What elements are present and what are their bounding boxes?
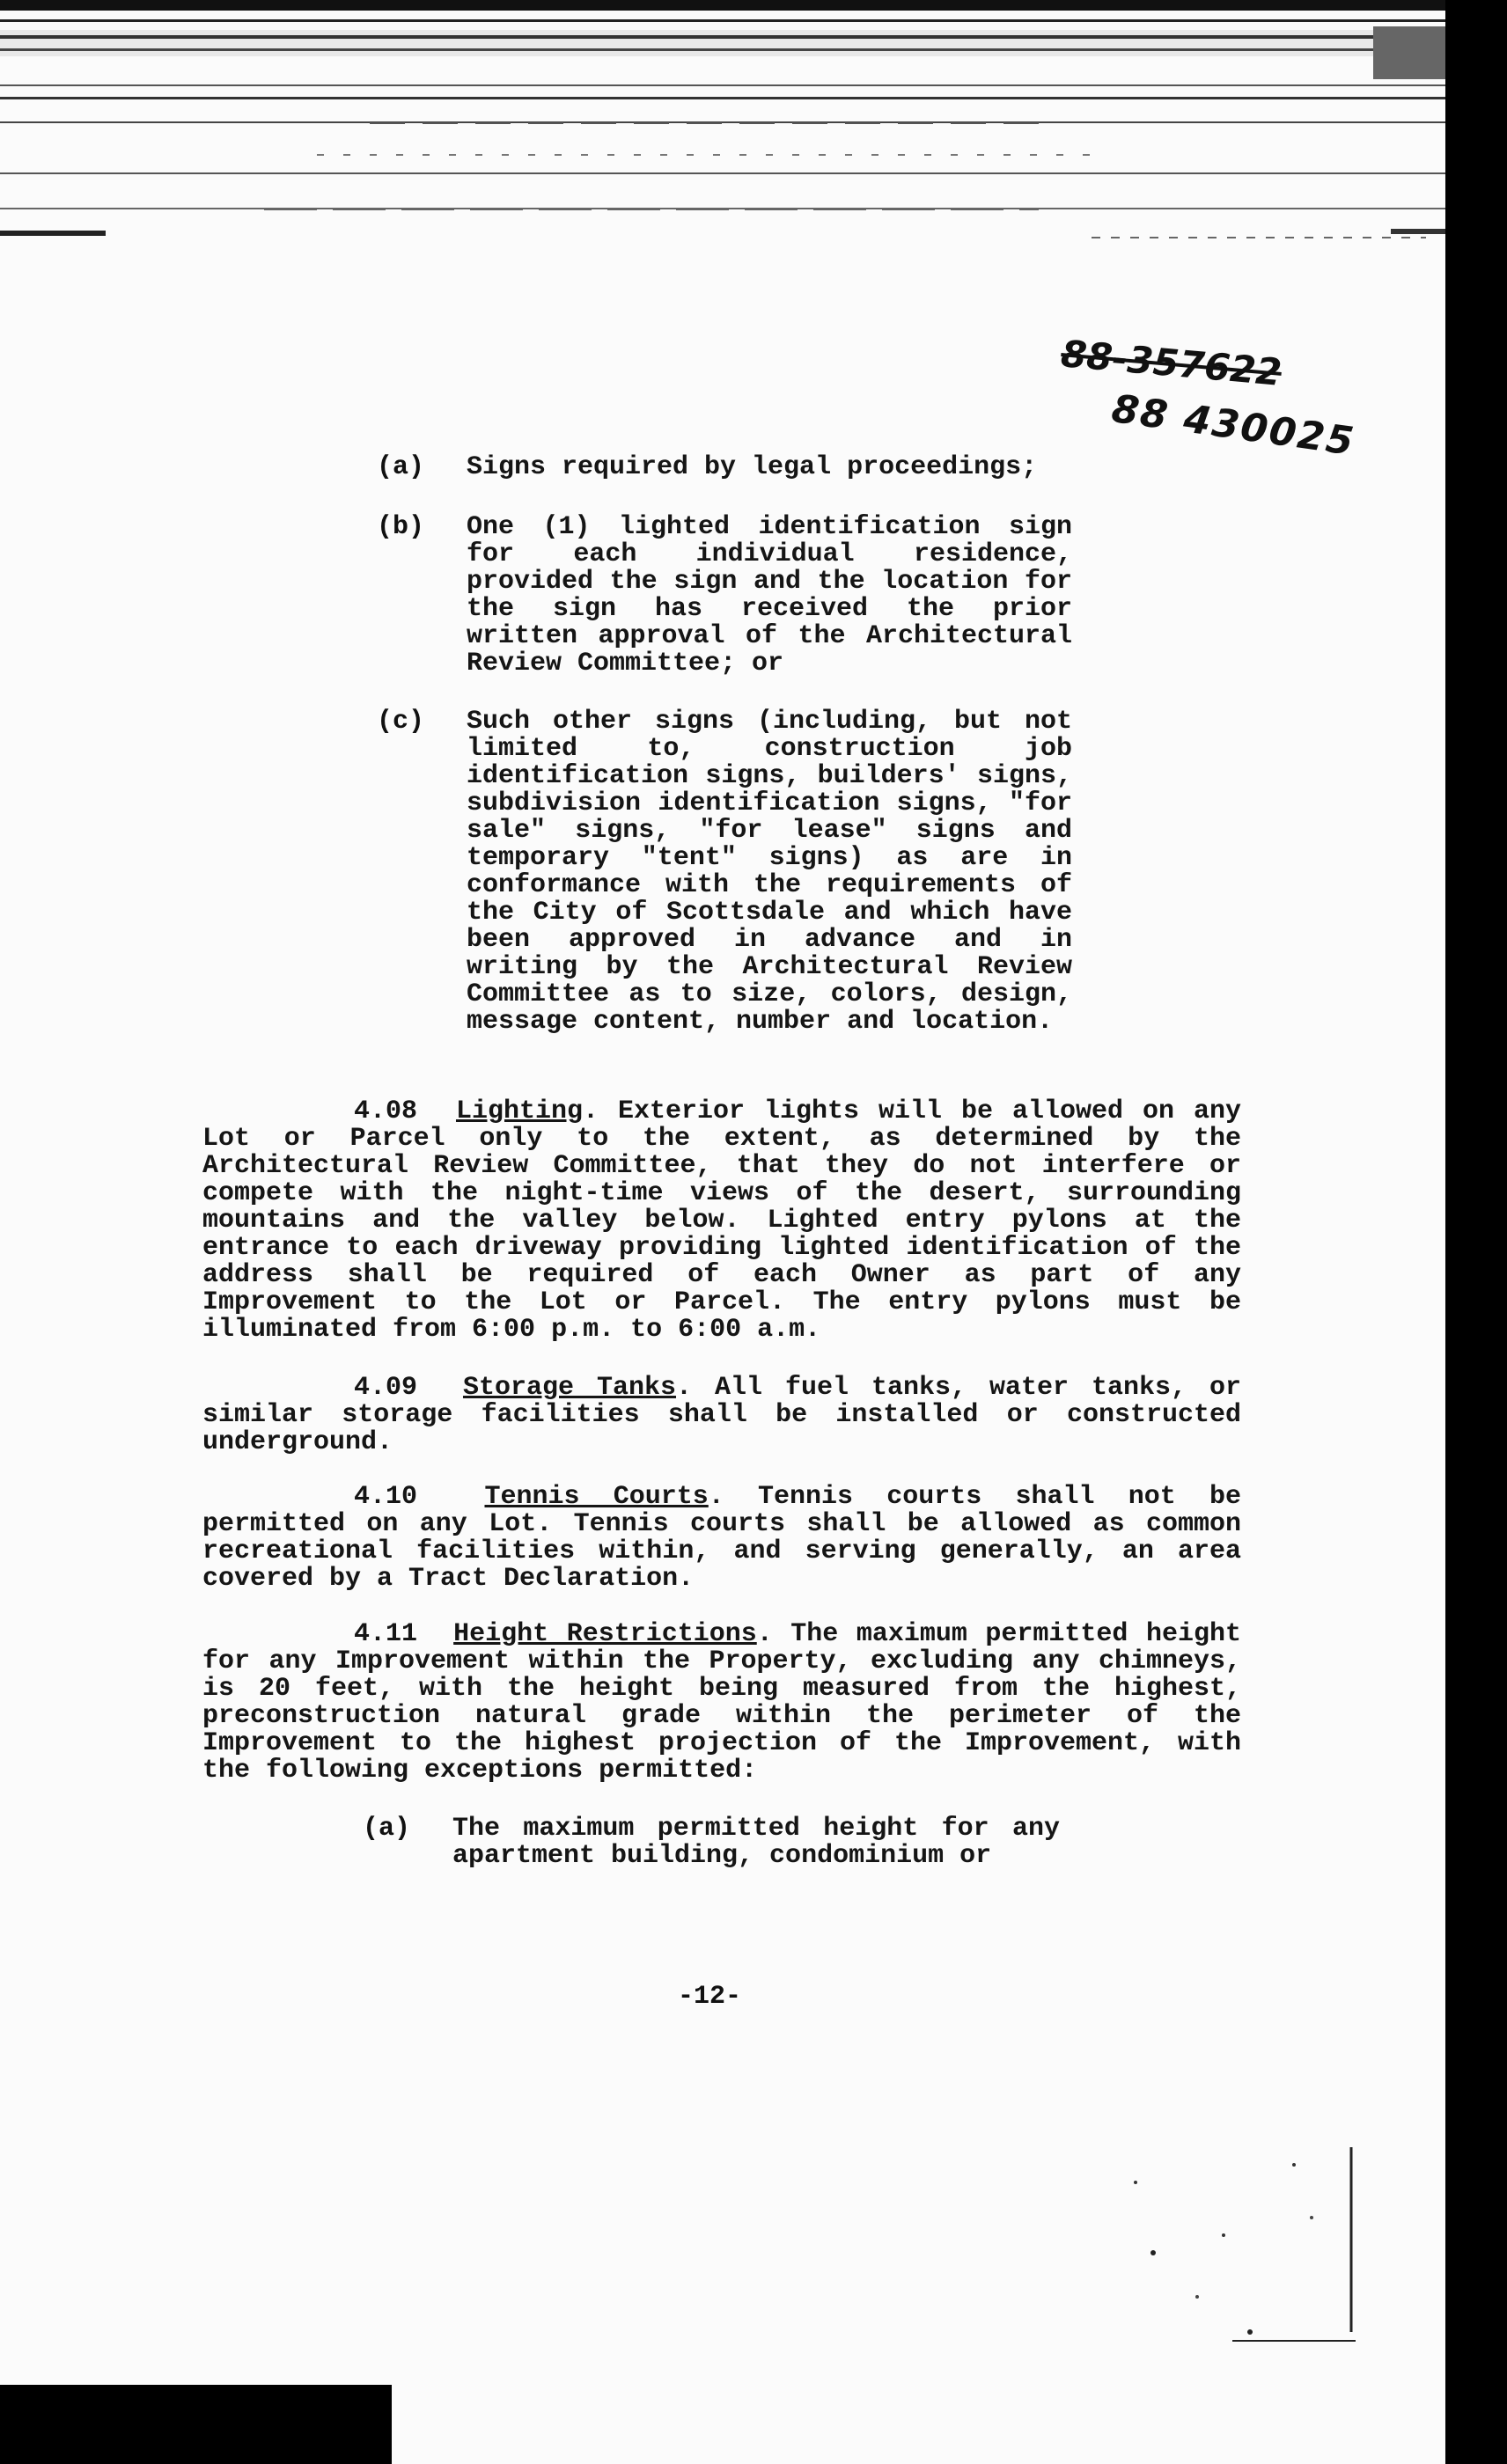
section-4-08 bbox=[202, 1098, 1241, 1344]
section-heading: Lighting bbox=[455, 1096, 584, 1126]
list-marker-c: (c) bbox=[377, 707, 425, 737]
list-marker-a: (a) bbox=[363, 1814, 411, 1844]
page-number: -12- bbox=[678, 1982, 742, 2012]
scan-speckle-cluster bbox=[1100, 2130, 1364, 2358]
section-number: 4.10 bbox=[354, 1482, 418, 1512]
section-4-10 bbox=[202, 1484, 1241, 1593]
old-recording-number-stamp: 88-357622 bbox=[1059, 332, 1283, 394]
section-body: . The maximum permitted height for any Improvement within the Property, excluding any chimneys, is 20 feet, with the height being measured from the highest, preconstruction natural grade within the perimeter of the Improvement to the highest projection of the Improvement, with the following exceptions permitted: bbox=[202, 1619, 1242, 1786]
list-item-c-text: Such other signs (including, but not limited to, construction job identification signs, builders' signs, subdivision identification signs, "for sale" signs, "for lease" signs and temporary "tent" signs) as are in conformance with the requirements of the City of Scottsdale and which have been approved in advance and in writing by the Architectural Review Committee as to size, colors, design, message content, number and location. bbox=[467, 707, 1072, 1037]
section-body: . Tennis courts shall not be permitted on any Lot. Tennis courts shall be allowed as common recreational facilities within, and serving generally, an area covered by a Tract Declaration. bbox=[202, 1482, 1241, 1594]
section-body: . Exterior lights will be allowed on any Lot or Parcel only to the extent, as determined by the Architectural Review Committee, that they do not interfere or compete with the night-time views of the desert, surrounding mountains and the valley below. Lighted entry pylons at the entrance to each driveway providing lighted identification of the address shall be required of each Owner as part of any Improvement to the Lot or Parcel. The entry pylons must be illuminated from 6:00 p.m. to 6:00 a.m. bbox=[202, 1096, 1241, 1345]
list-item-a-text: Signs required by legal proceedings; bbox=[467, 452, 1038, 482]
scan-dark-corner bbox=[0, 2385, 392, 2464]
section-4-11 bbox=[202, 1621, 1241, 1785]
section-heading: Storage Tanks bbox=[462, 1373, 677, 1403]
list-marker-b: (b) bbox=[377, 512, 425, 542]
section-number: 4.09 bbox=[354, 1373, 418, 1403]
section-heading: Height Restrictions bbox=[453, 1619, 757, 1649]
scan-noise-header bbox=[0, 0, 1445, 255]
section-body: . All fuel tanks, water tanks, or similar storage facilities shall be installed or constructed underground. bbox=[202, 1373, 1241, 1457]
section-number: 4.11 bbox=[354, 1619, 418, 1649]
section-number: 4.08 bbox=[354, 1096, 418, 1126]
list-item-a-text: The maximum permitted height for any apartment building, condominium or bbox=[452, 1814, 1060, 1871]
list-item-b-text: One (1) lighted identification sign for each individual residence, provided the sign and the location for the sign has received the prior written approval of the Architectural Review Committee; or bbox=[467, 512, 1072, 678]
section-heading: Tennis Courts bbox=[484, 1482, 709, 1512]
recording-number-stamp: 88 430025 bbox=[1108, 385, 1358, 466]
list-marker-a: (a) bbox=[377, 452, 425, 482]
section-4-09 bbox=[202, 1375, 1241, 1456]
